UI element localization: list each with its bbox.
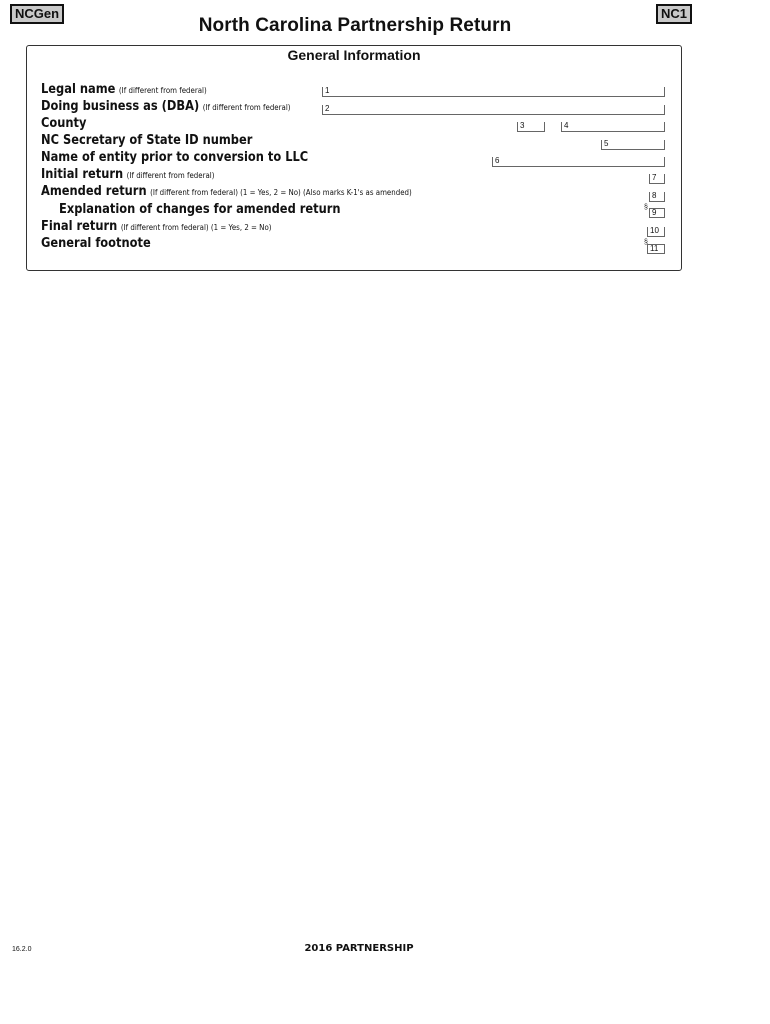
general-footnote-label: General footnote [41, 236, 151, 251]
initial-return-field[interactable] [649, 174, 665, 184]
version-number: 16.2.0 [12, 946, 32, 953]
statement-marker: § [644, 239, 648, 246]
page-title: North Carolina Partnership Return [198, 15, 512, 36]
field-number: 8 [652, 191, 657, 200]
form-code-tag: NCGen [10, 4, 64, 24]
dba-label: Doing business as (DBA) (If different from federal) [41, 99, 291, 114]
field-number: 11 [650, 244, 659, 253]
initial-return-note: (If different from federal) [126, 171, 215, 180]
sos-id-field[interactable] [601, 140, 665, 150]
legal-name-note: (If different from federal) [118, 86, 207, 95]
county-label: County [41, 116, 87, 131]
amended-return-note: (If different from federal) (1 = Yes, 2 = No) (Also marks K-1's as amended) [150, 188, 412, 197]
section-title: General Information [287, 47, 421, 63]
field-number: 6 [495, 156, 500, 165]
final-return-note: (If different from federal) (1 = Yes, 2 = No) [120, 223, 272, 232]
legal-name-label: Legal name (If different from federal) [41, 82, 207, 97]
statement-marker: § [644, 204, 648, 211]
amended-return-label: Amended return (If different from federal) (1 = Yes, 2 = No) (Also marks K-1's as amended) [41, 184, 412, 199]
page-code-tag: NC1 [656, 4, 692, 24]
initial-return-label: Initial return (If different from federal) [41, 167, 215, 182]
field-number: 5 [604, 139, 609, 148]
prior-entity-name-label: Name of entity prior to conversion to LLC [41, 150, 309, 165]
form-name: 2016 PARTNERSHIP [304, 943, 414, 954]
county-code-field[interactable] [517, 122, 545, 132]
dba-note: (If different from federal) [202, 103, 291, 112]
sos-id-label: NC Secretary of State ID number [41, 133, 253, 148]
final-return-label: Final return (If different from federal) (1 = Yes, 2 = No) [41, 219, 272, 234]
final-return-field[interactable] [647, 227, 665, 237]
amendment-explanation-field[interactable] [649, 208, 665, 218]
amended-return-field[interactable] [649, 192, 665, 202]
field-number: 4 [564, 121, 569, 130]
general-footnote-field[interactable] [647, 244, 665, 254]
field-number: 2 [325, 104, 330, 113]
general-information-panel [26, 45, 682, 271]
prior-entity-name-field[interactable] [492, 157, 665, 167]
field-number: 1 [325, 86, 330, 95]
county-name-field[interactable] [561, 122, 665, 132]
legal-name-field[interactable] [322, 87, 665, 97]
field-number: 7 [652, 173, 657, 182]
dba-field[interactable] [322, 105, 665, 115]
field-number: 9 [652, 208, 657, 217]
field-number: 3 [520, 121, 525, 130]
field-number: 10 [650, 226, 659, 235]
amendment-explanation-label: Explanation of changes for amended return [59, 202, 341, 217]
